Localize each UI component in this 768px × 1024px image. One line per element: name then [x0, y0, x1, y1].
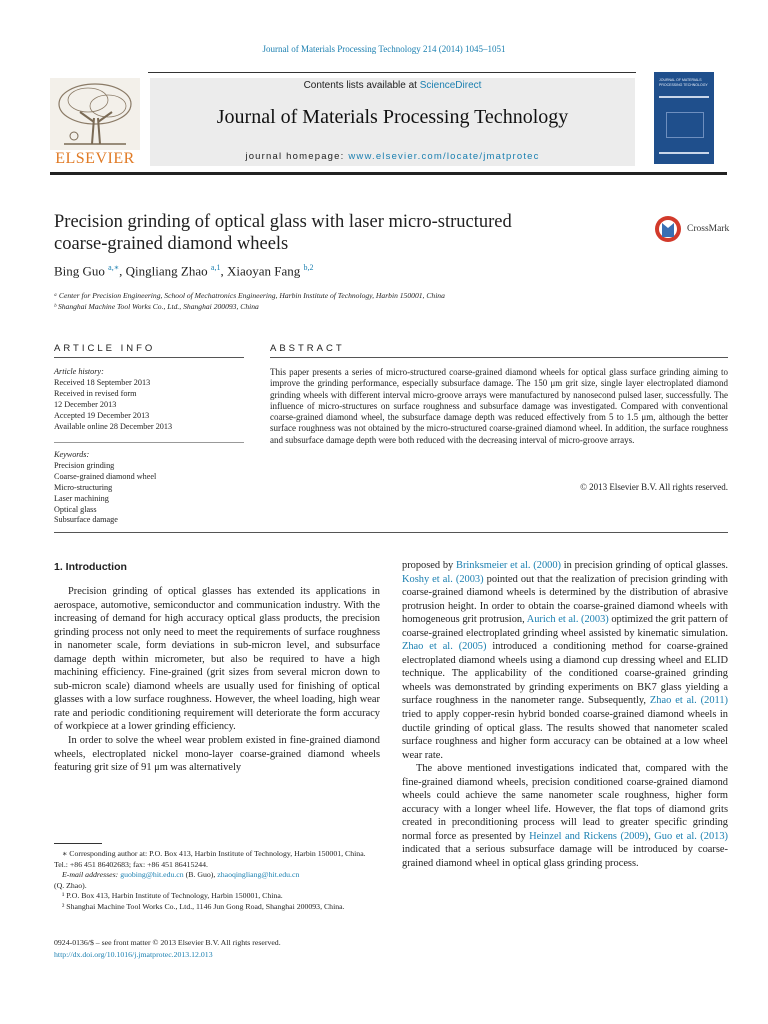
footnote-2: ² Shanghai Machine Tool Works Co., Ltd., 1146 Jun Gong Road, Shanghai 200093, China. — [62, 901, 345, 911]
author-list: Bing Guo $^{a,∗}$, Qingliang Zhao $^{a,1}$, Xiaoyan Fang $^{b,2}$ — [54, 263, 314, 279]
text-run: , — [648, 830, 655, 842]
journal-title: Journal of Materials Processing Technology — [216, 106, 569, 128]
history-item: Received in revised form — [54, 388, 137, 398]
email-link[interactable]: zhaoqingliang@hit.edu.cn — [217, 870, 300, 879]
body-column-right — [402, 559, 728, 871]
footnote-1: ¹ P.O. Box 413, Harbin Institute of Technology, Harbin 150001, China. — [62, 891, 283, 900]
issn-line: 0924-0136/$ – see front matter © 2013 Elsevier B.V. All rights reserved. — [54, 938, 281, 947]
email-owner: (Q. Zhao). — [54, 880, 87, 890]
body-column-left — [54, 585, 380, 775]
text-run: proposed by — [402, 560, 457, 571]
header-rule — [148, 72, 636, 73]
keyword: Subsurface damage — [54, 515, 118, 525]
keyword: Coarse-grained diamond wheel — [54, 471, 157, 481]
history-label: Article history: — [54, 367, 104, 376]
abstract-text: This paper presents a series of micro-structured coarse-grained diamond wheels for optical glass surface grinding aiming to improve the grinding performance, especially subsurface damage. The 150 μm grit size, single layer electroplated diamond grinding wheels with different interval micro-groove arrays were manufactured by nanosecond pulsed laser, successfully. The influence of micro-structures on surface roughness and subsurface damage was investigated. Compared with conventional coarse-grained diamond wheel, the subsurface damage depth was reduced effectively from 5 to 1.5 μm, although the better surface roughness was not obtained by the micro-structured coarse-grained diamond wheel. In addition, the surface roughness and subsurface damage depth were both reduced with the decreasing interval of micro-groove arrays. — [270, 367, 728, 445]
author-name: Qingliang Zhao — [125, 263, 208, 279]
crossmark-icon — [653, 214, 683, 244]
title-line: Precision grinding of optical glass with laser micro-structured — [54, 212, 512, 232]
email-link[interactable]: guobing@hit.edu.cn — [120, 870, 184, 879]
contents-line — [150, 80, 635, 91]
author-name: Bing Guo — [54, 263, 105, 279]
body-paragraph — [402, 762, 728, 870]
section-heading: 1. Introduction — [54, 561, 127, 573]
crossmark-badge[interactable] — [653, 214, 729, 244]
journal-reference[interactable]: Journal of Materials Processing Technology 214 (2014) 1045–1051 — [262, 44, 506, 54]
abstract-heading: ABSTRACT — [270, 343, 345, 354]
keyword: Laser machining — [54, 493, 109, 503]
publisher-name: ELSEVIER — [55, 150, 135, 167]
info-divider — [54, 442, 244, 443]
cover-graphic — [666, 112, 704, 138]
text-run: indicated that a serious subsurface damage will be introduced by coarse-grained diamond wheel in optical glass grinding process. — [402, 844, 728, 870]
footnote-emails — [54, 870, 380, 891]
author-affil-mark[interactable]: a,1 — [210, 263, 221, 272]
citation-link[interactable]: Zhao et al. (2005) — [402, 641, 487, 653]
body-paragraph: Precision grinding of optical glasses has extended its applications in aerospace, automotive, semiconductor and communication industry. With the increasing of demand for high accuracy optical glass products, the precision grinding process not only need to meet the requirements of surface roughness in nanometer scale, form deviations in sub-micron level, and subsurface damage depth within micrometer, but also be required to have a high machining efficiency. Fine-grained (grit sizes from several micron down to sub-micron scale) diamond wheels are usually used for finishing of optical glasses with a low surface roughness. However, the wheel loading, high wear rate and periodic conditioning requirement will deteriorate the form accuracy of workpiece at a lower grinding efficiency. — [54, 586, 380, 733]
keyword: Precision grinding — [54, 460, 115, 470]
keywords-label: Keywords: — [54, 450, 90, 459]
journal-homepage — [150, 151, 635, 162]
contents-prefix: Contents lists available at — [303, 80, 420, 91]
abstract-copyright: © 2013 Elsevier B.V. All rights reserved. — [580, 482, 728, 492]
email-owner: (B. Guo), — [183, 870, 218, 879]
homepage-prefix: journal homepage: — [245, 151, 349, 162]
abstract-bottom-rule — [54, 532, 728, 533]
sciencedirect-link[interactable]: ScienceDirect — [419, 80, 482, 91]
text-run: pointed out that the realization of precision grinding with coarse-grained diamond wheels is determined by the distribution of abrasive protrusion height. In order to obtain the coarse-grained diamond wheels with homogeneous grit protrusion, — [402, 573, 728, 626]
history-item: Received 18 September 2013 — [54, 377, 151, 387]
journal-cover-image[interactable] — [654, 72, 714, 164]
keywords-list — [54, 450, 156, 526]
citation-link[interactable]: Aurich et al. (2003) — [526, 614, 609, 626]
homepage-link[interactable]: www.elsevier.com/locate/jmatprotec — [348, 151, 540, 162]
body-paragraph: In order to solve the wheel wear problem existed in fine-grained diamond wheels, electroplated nickel mono-layer coarse-grained diamond wheels featuring grit size of 91 μm was alternatively — [54, 735, 380, 774]
history-item: Accepted 19 December 2013 — [54, 410, 150, 420]
cover-stripe — [659, 96, 709, 98]
author-affil-mark[interactable]: b,2 — [303, 263, 314, 272]
affiliation: ᵇ Shanghai Machine Tool Works Co., Ltd., Shanghai 200093, China — [54, 302, 259, 311]
header-thick-rule — [50, 172, 727, 175]
cover-title: JOURNAL OF MATERIALS PROCESSING TECHNOLOGY — [659, 78, 708, 87]
citation-link[interactable]: Guo et al. (2013) — [654, 830, 729, 842]
text-run: The above mentioned investigations indicated that, compared with the fine-grained diamond wheels, precision conditioned coarse-grained diamond wheels could achieve the same nanometer scale roughness, higher form accuracy with a longer wheel life. However, the flat tops of diamond grits created in preconditioning process will lead to greater specific grinding normal force as presented by — [402, 763, 728, 842]
text-run: in precision grinding of optical glasses. — [561, 560, 728, 571]
citation-link[interactable]: Koshy et al. (2003) — [402, 573, 484, 585]
citation-link[interactable]: Zhao et al. (2011) — [649, 695, 728, 707]
elsevier-logo — [50, 78, 140, 168]
doi-link[interactable]: http://dx.doi.org/10.1016/j.jmatprotec.2013.12.013 — [54, 949, 213, 959]
footnotes — [54, 849, 380, 912]
citation-link[interactable]: Heinzel and Rickens (2009) — [529, 830, 649, 842]
author-name: Xiaoyan Fang — [226, 263, 301, 279]
text-run: tried to apply copper-resin hybrid bonded coarse-grained diamond wheels in ductile grinding of optical glass. The results showed that nanometer scaled surface roughness and higher form accuracy can be obtained at a low wheel wear rate. — [402, 709, 728, 761]
footnote-rule — [54, 843, 102, 844]
article-info-rule — [54, 357, 244, 358]
history-item: 12 December 2013 — [54, 399, 117, 409]
affiliation: ᵃ Center for Precision Engineering, School of Mechatronics Engineering, Harbin Institute of Technology, Harbin 150001, China — [54, 291, 445, 300]
body-paragraph — [402, 559, 728, 762]
cover-stripe — [659, 152, 709, 154]
article-info-heading: ARTICLE INFO — [54, 343, 156, 354]
front-matter — [54, 937, 281, 960]
email-label: E-mail addresses: — [62, 870, 121, 879]
text-run: optimized the grit pattern of coarse-grained electroplated grinding wheel assisted by kinematic simulation. — [402, 614, 728, 639]
keyword: Optical glass — [54, 504, 97, 514]
article-history — [54, 367, 172, 432]
paper-title — [54, 211, 614, 255]
author-affil-mark[interactable]: a,∗ — [108, 263, 120, 272]
keyword: Micro-structuring — [54, 482, 113, 492]
crossmark-label: CrossMark — [687, 224, 730, 234]
text-run: introduced a conditioning method for coarse-grained electroplated diamond wheels using a diamond cup dressing wheel and ELID technique. The applicability of the conditioned coarse-grained grinding wheels was demonstrated by grinding experiments on BK7 glass yielding a surface roughness in the nanometer range. Subsequently, — [402, 641, 728, 707]
title-line: coarse-grained diamond wheels — [54, 234, 289, 254]
footnote-corresponding: ∗ Corresponding author at: P.O. Box 413, Harbin Institute of Technology, Harbin 150001, China. Tel.: +86 451 86402683; fax: +86 451 86415244. — [54, 849, 366, 869]
history-item: Available online 28 December 2013 — [54, 421, 173, 431]
abstract-rule — [270, 357, 728, 358]
citation-link[interactable]: Brinksmeier et al. (2000) — [456, 560, 562, 571]
